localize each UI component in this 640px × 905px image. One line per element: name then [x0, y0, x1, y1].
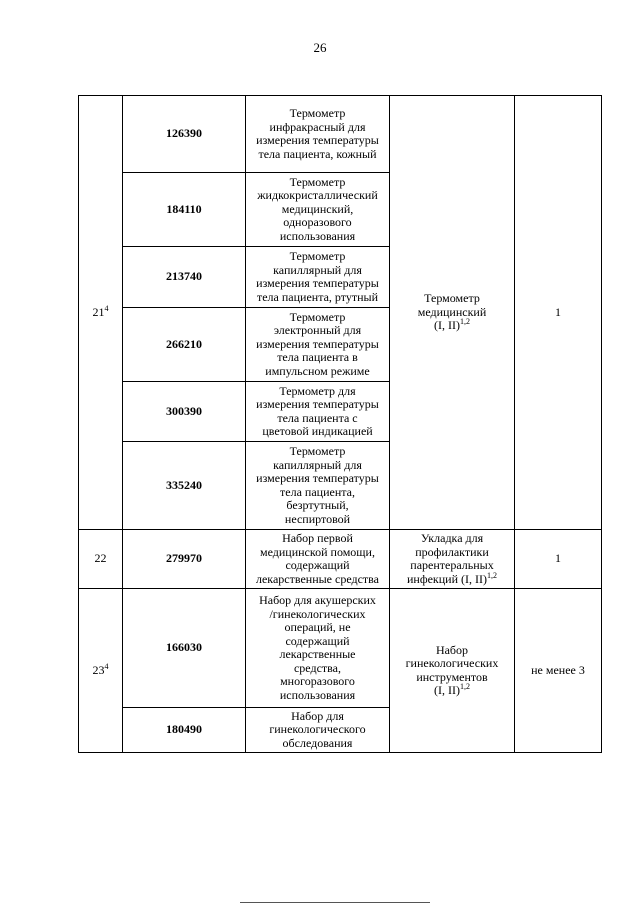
item-code: 180490: [123, 708, 246, 753]
group-name-cell: [390, 96, 515, 530]
table-row: [79, 530, 602, 589]
item-code: 166030: [123, 589, 246, 708]
row-number: 23: [92, 662, 105, 677]
row-number-cell: [79, 589, 123, 753]
group-name-sup: 1,2: [459, 317, 470, 327]
page-number: 26: [313, 40, 327, 55]
item-name: Набор для гинекологического обследования: [246, 708, 390, 753]
group-name: Набор гинекологических инструментов (I, II): [405, 642, 499, 697]
item-code: 335240: [123, 442, 246, 530]
group-name-sup: 1,2: [459, 682, 470, 691]
item-name: Термометр капиллярный для измерения температуры тела пациента, безртутный, неспиртовой: [246, 442, 390, 530]
group-name-cell: [390, 530, 515, 589]
quantity: 1: [515, 96, 602, 530]
item-code: 213740: [123, 247, 246, 308]
group-name: Термометр медицинский (I, II): [417, 291, 487, 333]
row-number-sup: 4: [104, 661, 109, 671]
quantity: 1: [515, 530, 602, 589]
item-code: 300390: [123, 382, 246, 442]
group-name-sup: 1,2: [487, 570, 498, 580]
item-name: Термометр жидкокристаллический медицинский, одноразового использования: [246, 173, 390, 247]
row-number-cell: [79, 96, 123, 530]
item-code: 184110: [123, 173, 246, 247]
item-name: Термометр инфракрасный для измерения температуры тела пациента, кожный: [246, 96, 390, 173]
item-name: Набор для акушерских /гинекологических операций, не содержащий лекарственные средства, многоразового использования: [246, 589, 390, 708]
item-code: 266210: [123, 308, 246, 382]
table-row: [79, 589, 602, 708]
item-code: 126390: [123, 96, 246, 173]
row-number: 22: [94, 551, 107, 566]
row-number-sup: 4: [104, 303, 109, 313]
scan-edge-line: [0, 902, 640, 903]
item-name: Термометр электронный для измерения температуры тела пациента в импульсном режиме: [246, 308, 390, 382]
item-code: 279970: [123, 530, 246, 589]
equipment-table: [78, 95, 602, 753]
quantity: не менее 3: [515, 589, 602, 753]
row-number: 21: [92, 304, 105, 319]
item-name: Термометр для измерения температуры тела пациента с цветовой индикацией: [246, 382, 390, 442]
table-row: [79, 96, 602, 173]
item-name: Набор первой медицинской помощи, содержащий лекарственные средства: [246, 530, 390, 589]
group-name: Укладка для профилактики парентеральных инфекций (I, II): [406, 531, 494, 586]
group-name-cell: [390, 589, 515, 753]
row-number-cell: [79, 530, 123, 589]
item-name: Термометр капиллярный для измерения температуры тела пациента, ртутный: [246, 247, 390, 308]
